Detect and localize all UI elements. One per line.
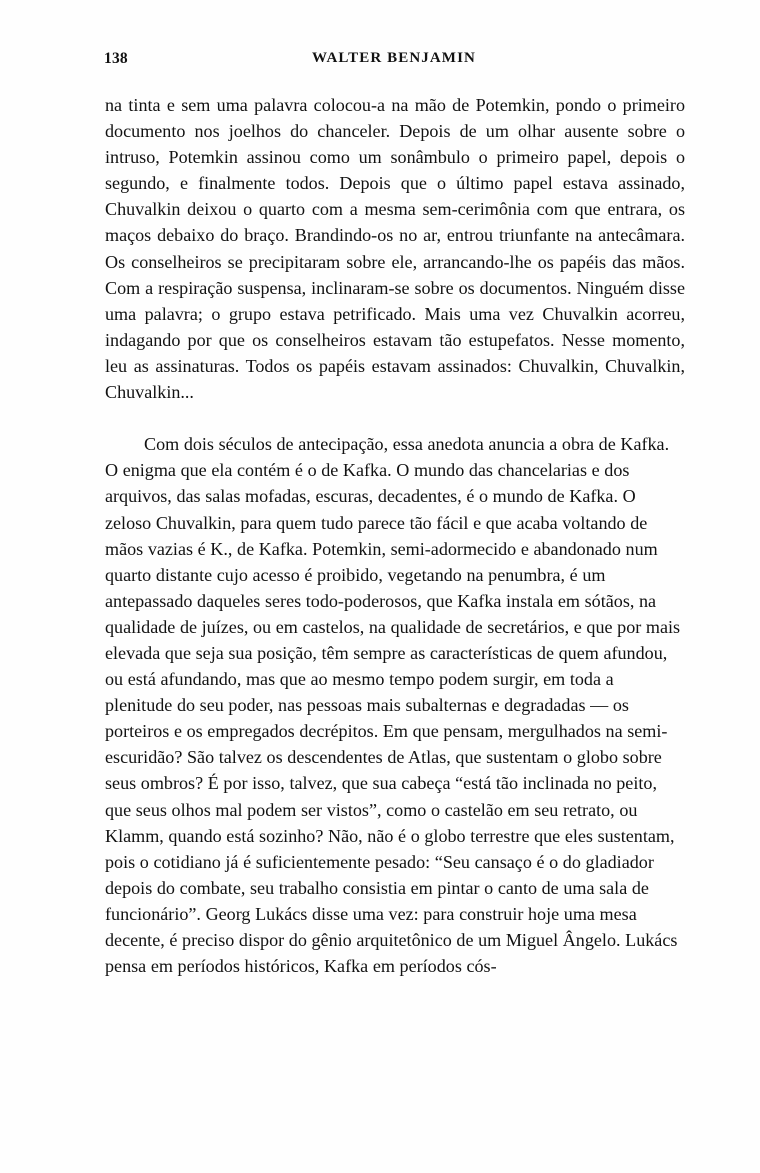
body-paragraph-1: na tinta e sem uma palavra colocou-a na mão de Potemkin, pondo o primeiro documento nos joelhos do chanceler. Depois de um olhar ausente sobre o intruso, Potemkin assinou como um sonâmbulo o primeiro papel, depois o segundo, e finalmente todos. Depois que o último papel estava assinado, Chuvalkin deixou o quarto com a mesma sem-cerimônia com que entrara, os maços debaixo do braço. Brandindo-os no ar, entrou triunfante na antecâmara. Os conselheiros se precipitaram sobre ele, arrancando-lhe os papéis das mãos. Com a respiração suspensa, inclinaram-se sobre os documentos. Ninguém disse uma palavra; o grupo estava petrificado. Mais uma vez Chuvalkin acorreu, indagando por que os conselheiros estavam tão estupefatos. Nesse momento, leu as assinaturas. Todos os papéis estavam assinados: Chuvalkin, Chuvalkin, Chuvalkin... (105, 95, 685, 403)
body-paragraph-2: Com dois séculos de antecipação, essa anedota anuncia a obra de Kafka. O enigma que ela contém é o de Kafka. O mundo das chancelarias e dos arquivos, das salas mofadas, escuras, decadentes, é o mundo de Kafka. O zeloso Chuvalkin, para quem tudo parece tão fácil e que acaba voltando de mãos vazias é K., de Kafka. Potemkin, semi-adormecido e abandonado num quarto distante cujo acesso é proibido, vegetando na penumbra, é um antepassado daqueles seres todo-poderosos, que Kafka instala em sótãos, na qualidade de juízes, ou em castelos, na qualidade de secretários, e que por mais elevada que seja sua posição, têm sempre as características de quem afundou, ou está afundando, mas que ao mesmo tempo podem surgir, em toda a plenitude do seu poder, nas pessoas mais subalternas e degradadas — os porteiros e os empregados decrépitos. Em que pensam, mergulhados na semi-escuridão? São talvez os descendentes de Atlas, que sustentam o globo sobre seus ombros? É por isso, talvez, que sua cabeça “está tão inclinada no peito, que seus olhos mal podem ser vistos”, como o castelão em seu retrato, ou Klamm, quando está sozinho? Não, não é o globo terrestre que eles sustentam, pois o cotidiano já é suficientemente pesado: “Seu cansaço é o do gladiador depois do combate, seu trabalho consistia em pintar o canto de uma sala de funcionário”. Georg Lukács disse uma vez: para construir hoje uma mesa decente, é preciso dispor do gênio arquitetônico de um Miguel Ângelo. Lukács pensa em períodos históricos, Kafka em períodos cós- (105, 434, 681, 977)
body-text-block (105, 92, 685, 979)
running-head (104, 50, 684, 72)
running-head-title: WALTER BENJAMIN (312, 50, 476, 66)
page-number: 138 (104, 50, 128, 67)
